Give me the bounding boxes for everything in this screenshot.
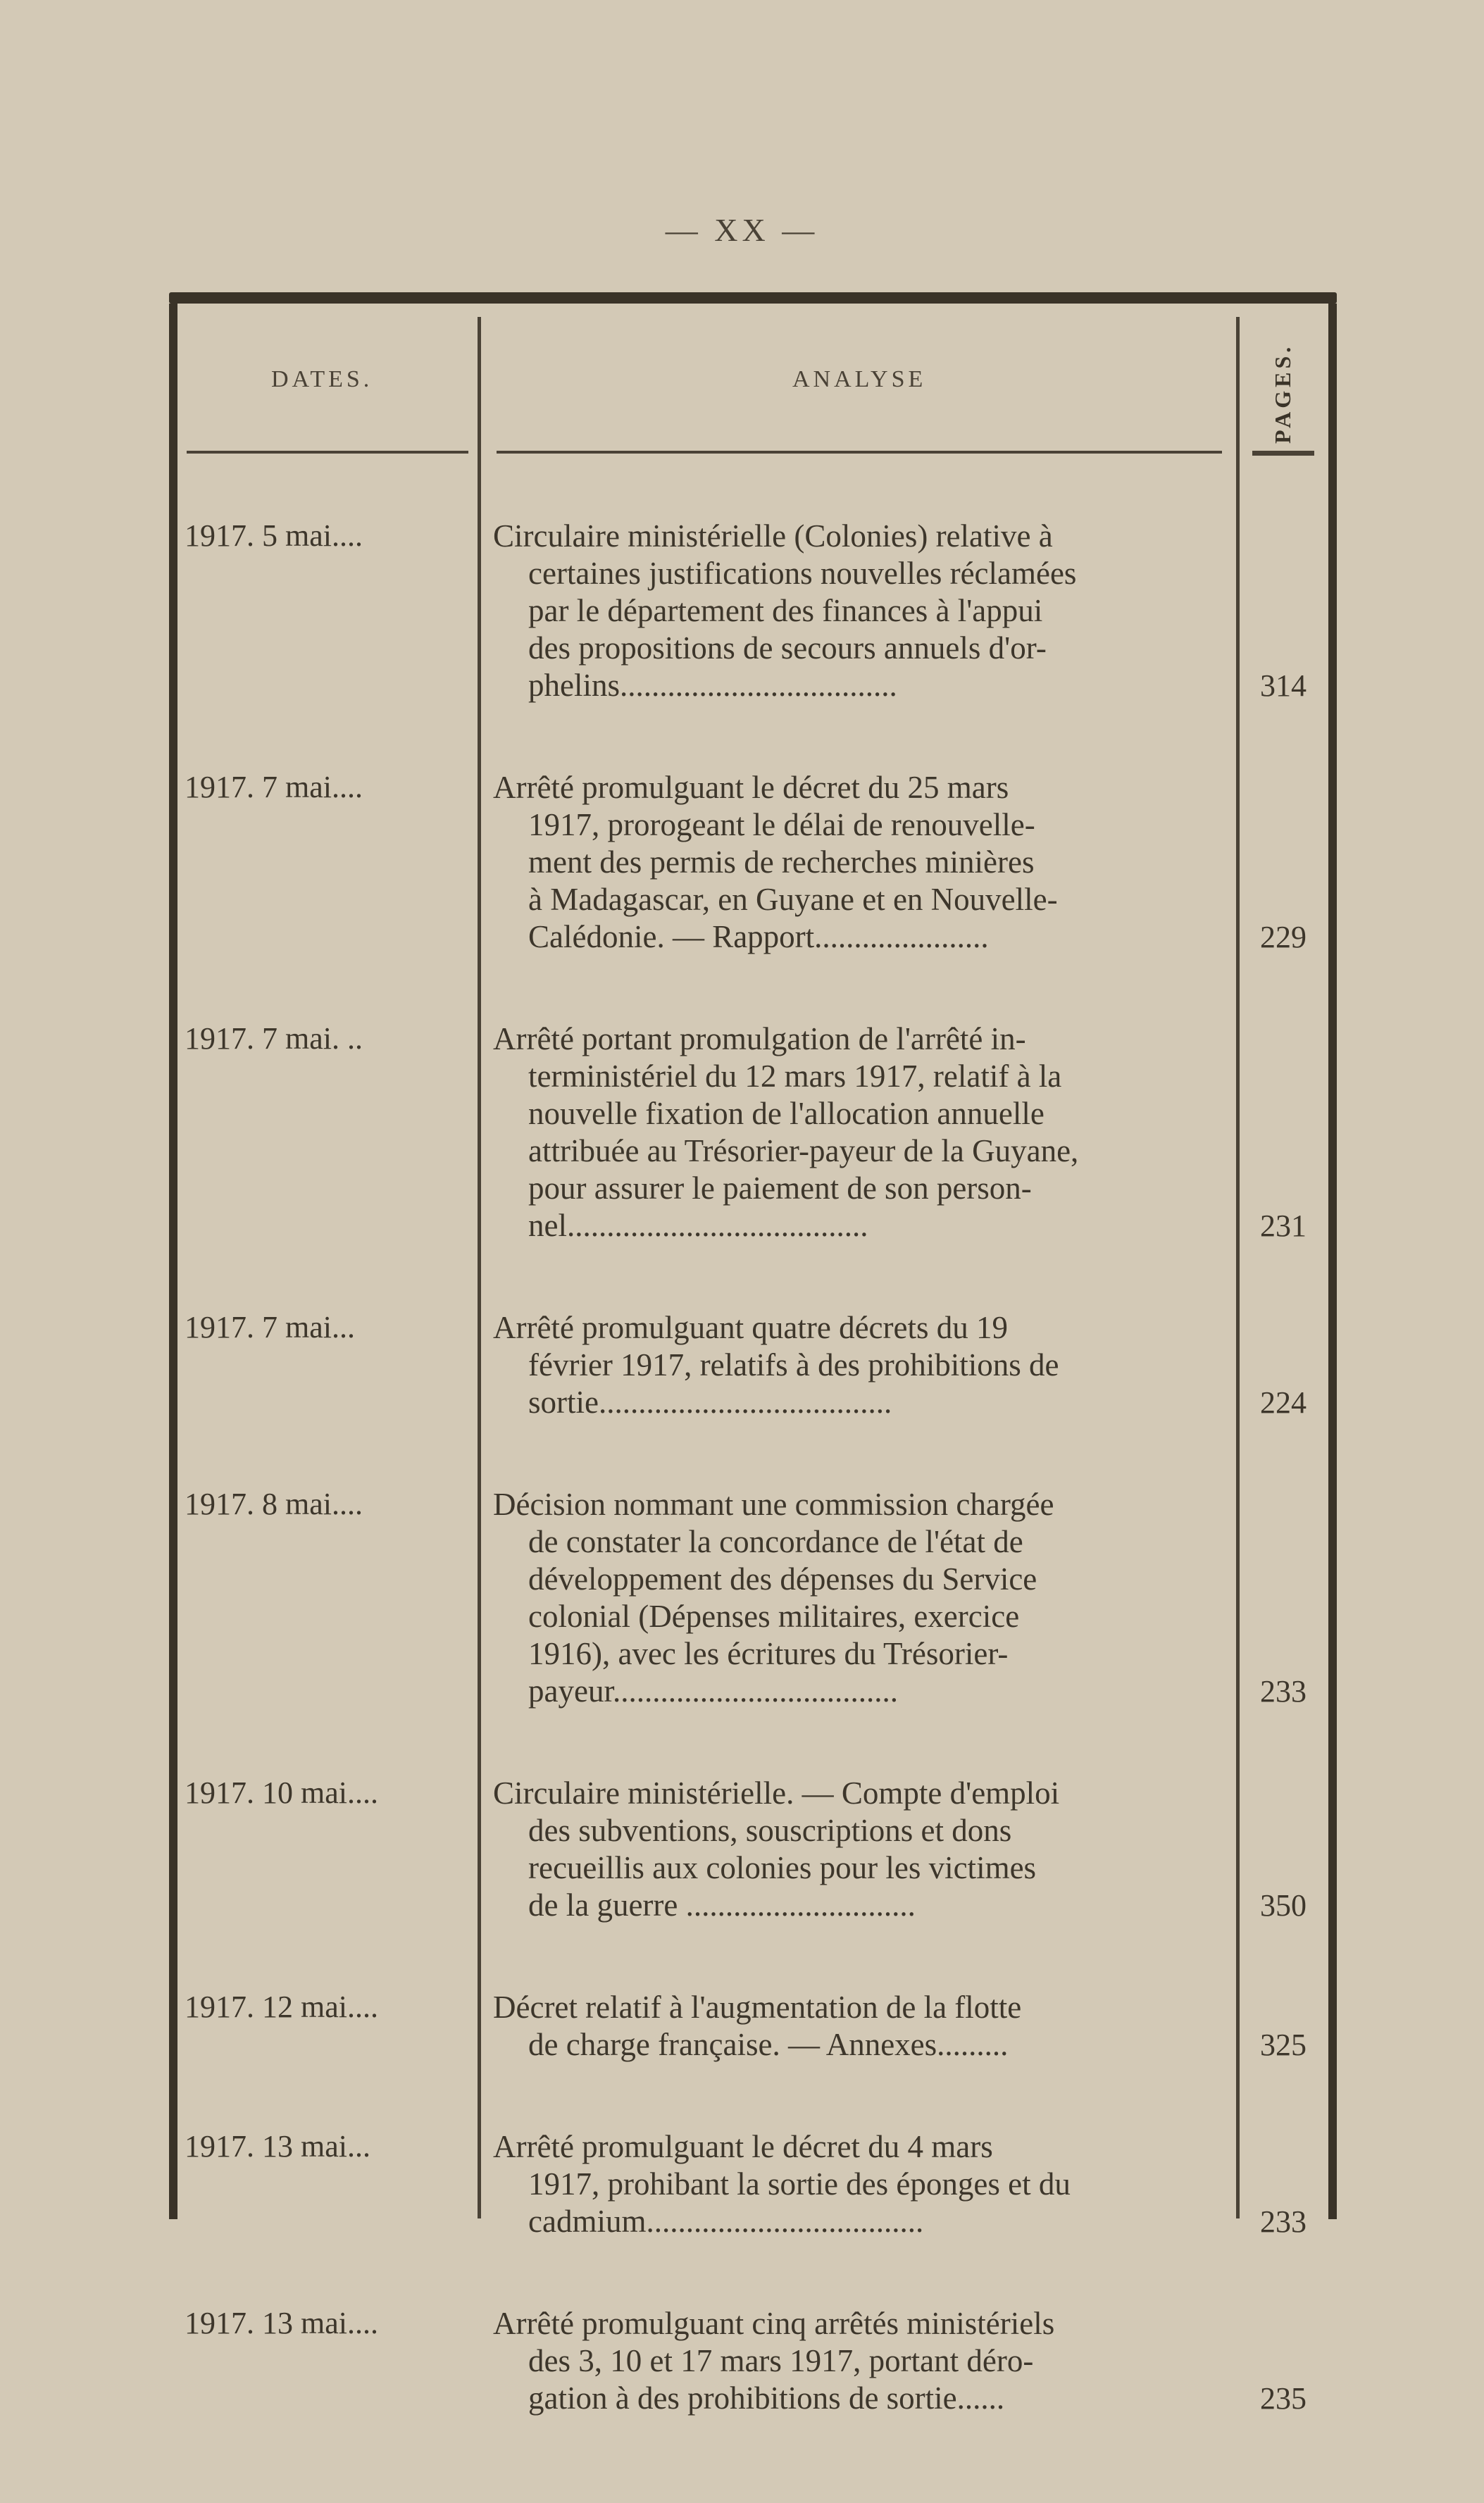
entry-analyse-line: Arrêté promulguant le décret du 25 mars [493, 770, 1009, 805]
entry-analyse-line: 1917, prohibant la sortie des éponges et du [528, 2166, 1071, 2202]
entry-analyse-line: 1916), avec les écritures du Trésorier- [528, 1636, 1009, 1671]
page-folio: — XX — [665, 212, 819, 248]
entry-analyse-line: terministériel du 12 mars 1917, relatif à la [528, 1059, 1062, 1094]
entry-date: 1917. 7 mai. .. [185, 1021, 363, 1056]
entry-analyse-line: des 3, 10 et 17 mars 1917, portant déro- [528, 2343, 1034, 2378]
entry-analyse-line: Décision nommant une commission chargée [493, 1487, 1054, 1522]
entry-analyse-line: Arrêté promulguant quatre décrets du 19 [493, 1310, 1008, 1345]
entry-analyse-line: de constater la concordance de l'état de [528, 1524, 1023, 1559]
table-row [0, 518, 1484, 704]
entries-list [0, 518, 1484, 2482]
entry-analyse-line: sortie..................................... [528, 1385, 892, 1420]
entry-analyse [493, 769, 1233, 956]
entry-page-number: 231 [1260, 1209, 1307, 1243]
entry-analyse-line: gation à des prohibitions de sortie...... [528, 2380, 1005, 2416]
table-row [0, 2128, 1484, 2240]
entry-date: 1917. 12 mai.... [185, 1990, 378, 2024]
entry-analyse-line: ment des permis de recherches minières [528, 844, 1035, 880]
entry-analyse [493, 2305, 1233, 2417]
entry-date: 1917. 13 mai... [185, 2129, 370, 2164]
entry-analyse [493, 518, 1233, 704]
entry-analyse-line: payeur.................................... [528, 1673, 898, 1709]
entry-page-number: 233 [1260, 2204, 1307, 2239]
table-row [0, 1775, 1484, 1924]
entry-analyse-line: des propositions de secours annuels d'or- [528, 630, 1047, 666]
entry-analyse-line: de la guerre ............................. [528, 1887, 916, 1923]
entry-analyse [493, 2128, 1233, 2240]
entry-analyse-line: février 1917, relatifs à des prohibitions de [528, 1347, 1059, 1382]
entry-analyse-line: attribuée au Trésorier-payeur de la Guyane, [528, 1133, 1079, 1168]
entry-analyse-line: Circulaire ministérielle (Colonies) relative à [493, 518, 1053, 554]
entry-analyse-line: colonial (Dépenses militaires, exercice [528, 1599, 1020, 1634]
entry-page-number: 350 [1260, 1888, 1307, 1923]
header-rule-dates [187, 451, 468, 454]
entry-analyse-line: recueillis aux colonies pour les victimes [528, 1850, 1037, 1885]
header-dates: DATES. [271, 366, 373, 392]
table-row [0, 1486, 1484, 1710]
entry-analyse-line: développement des dépenses du Service [528, 1561, 1037, 1597]
entry-analyse-line: pour assurer le paiement de son person- [528, 1171, 1032, 1206]
entry-analyse-line: 1917, prorogeant le délai de renouvelle- [528, 807, 1035, 842]
entry-analyse [493, 1775, 1233, 1924]
entry-analyse-line: phelins................................... [528, 668, 897, 703]
entry-analyse-line: de charge française. — Annexes......... [528, 2027, 1009, 2062]
entry-date: 1917. 7 mai... [185, 1310, 355, 1344]
entry-analyse-line: Calédonie. — Rapport...................... [528, 919, 989, 954]
header-rule-analyse [497, 451, 1222, 454]
entry-page-number: 229 [1260, 920, 1307, 954]
header-analyse: ANALYSE [792, 366, 927, 392]
entry-analyse-line: cadmium................................... [528, 2204, 924, 2239]
entry-page-number: 325 [1260, 2028, 1307, 2062]
entry-analyse [493, 1989, 1233, 2064]
entry-analyse-line: des subventions, souscriptions et dons [528, 1813, 1012, 1848]
entry-analyse [493, 1309, 1233, 1421]
table-row [0, 1989, 1484, 2064]
entry-page-number: 314 [1260, 668, 1307, 703]
entry-analyse [493, 1020, 1233, 1244]
entry-analyse-line: par le département des finances à l'appui [528, 593, 1043, 628]
entry-date: 1917. 5 mai.... [185, 518, 363, 553]
entry-date: 1917. 10 mai.... [185, 1775, 378, 1810]
entry-date: 1917. 13 mai.... [185, 2306, 378, 2340]
entry-page-number: 235 [1260, 2381, 1307, 2416]
entry-analyse-line: nel...................................... [528, 1208, 868, 1243]
table-row [0, 1020, 1484, 1244]
table-top-rule [169, 292, 1337, 304]
entry-date: 1917. 7 mai.... [185, 770, 363, 804]
entry-analyse-line: nouvelle fixation de l'allocation annuelle [528, 1096, 1045, 1131]
entry-analyse-line: Décret relatif à l'augmentation de la flotte [493, 1990, 1022, 2025]
entry-analyse [493, 1486, 1233, 1710]
entry-page-number: 224 [1260, 1385, 1307, 1420]
entry-analyse-line: Arrêté promulguant cinq arrêtés ministériels [493, 2306, 1055, 2341]
entry-date: 1917. 8 mai.... [185, 1487, 363, 1521]
entry-analyse-line: certaines justifications nouvelles réclamées [528, 556, 1077, 591]
entry-page-number: 233 [1260, 1674, 1307, 1709]
entry-analyse-line: Arrêté promulguant le décret du 4 mars [493, 2129, 993, 2164]
header-pages: PAGES. [1270, 343, 1295, 444]
entry-analyse-line: à Madagascar, en Guyane et en Nouvelle- [528, 882, 1058, 917]
table-row [0, 769, 1484, 956]
table-row [0, 2305, 1484, 2417]
entry-analyse-line: Arrêté portant promulgation de l'arrêté in- [493, 1021, 1026, 1056]
header-rule-pages [1252, 451, 1314, 456]
entry-analyse-line: Circulaire ministérielle. — Compte d'emploi [493, 1775, 1060, 1811]
table-row [0, 1309, 1484, 1421]
